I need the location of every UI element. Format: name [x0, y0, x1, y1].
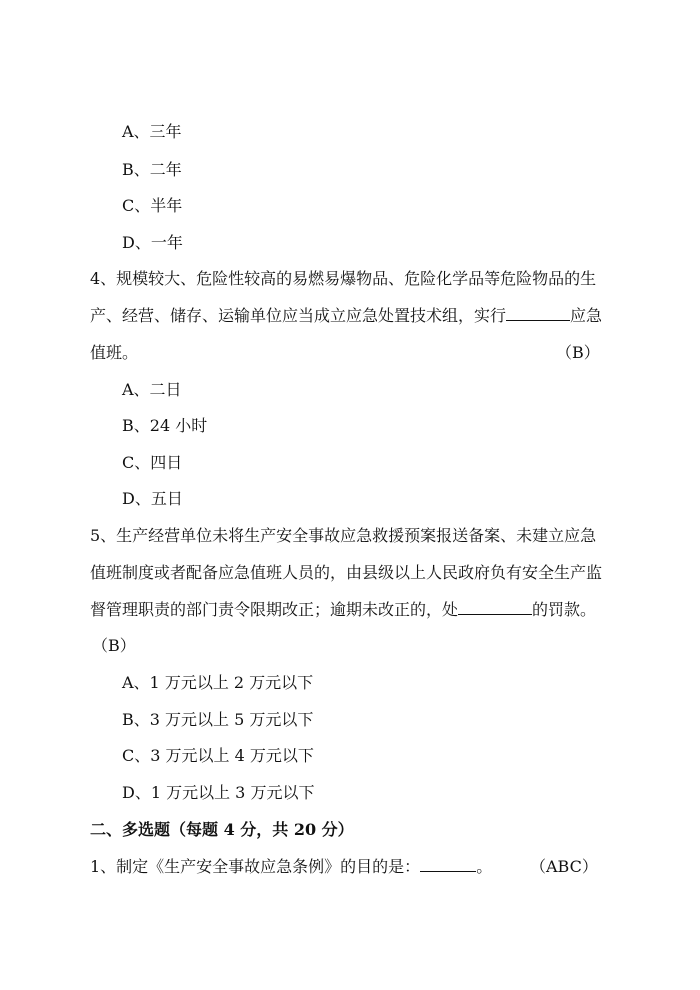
- q3-option-d: D、一年: [122, 233, 183, 252]
- q3-option-a: A、三年: [122, 122, 182, 141]
- q4-text-line-2-before: 产、经营、储存、运输单位应当成立应急处置技术组，实行: [90, 306, 507, 325]
- q4-text-line-2-after: 应急: [570, 306, 603, 325]
- q4-text-line-3: 值班。: [90, 343, 139, 362]
- q4-option-a: A、二日: [122, 380, 182, 399]
- q5-text-line-3-after: 的罚款。: [532, 600, 597, 619]
- q5-text-line-1: 5、生产经营单位未将生产安全事故应急救援预案报送备案、未建立应急: [90, 526, 597, 545]
- q4-option-b: B、24 小时: [122, 416, 208, 435]
- mq1-text-after: 。: [476, 857, 493, 876]
- q5-option-c: C、3 万元以上 4 万元以下: [122, 746, 314, 765]
- q5-option-d: D、1 万元以上 3 万元以下: [122, 783, 315, 802]
- q3-option-c: C、半年: [122, 196, 183, 215]
- q5-text-line-2: 值班制度或者配备应急值班人员的，由县级以上人民政府负有安全生产监: [90, 563, 603, 582]
- q3-option-b: B、二年: [122, 160, 182, 179]
- q4-answer: （B）: [556, 343, 600, 362]
- mq1-blank: [420, 857, 476, 872]
- q5-blank: [458, 600, 532, 615]
- q4-text-line-1: 4、规模较大、危险性较高的易燃易爆物品、危险化学品等危险物品的生: [90, 269, 597, 288]
- q5-option-b: B、3 万元以上 5 万元以下: [122, 710, 314, 729]
- section-2-heading: 二、多选题（每题 4 分，共 20 分）: [90, 820, 354, 839]
- q5-text-line-3-before: 督管理职责的部门责令限期改正；逾期未改正的，处: [90, 600, 459, 619]
- q4-option-d: D、五日: [122, 489, 183, 508]
- q5-option-a: A、1 万元以上 2 万元以下: [122, 673, 314, 692]
- mq1-text: [90, 857, 492, 877]
- q4-blank: [506, 306, 570, 321]
- mq1-text-before: 1、制定《生产安全事故应急条例》的目的是：: [90, 857, 421, 876]
- mq1-answer: （ABC）: [530, 857, 598, 876]
- q4-text-line-2: [90, 306, 602, 326]
- q5-text-line-3: [90, 600, 596, 620]
- q5-answer: （B）: [92, 636, 136, 655]
- q4-option-c: C、四日: [122, 453, 183, 472]
